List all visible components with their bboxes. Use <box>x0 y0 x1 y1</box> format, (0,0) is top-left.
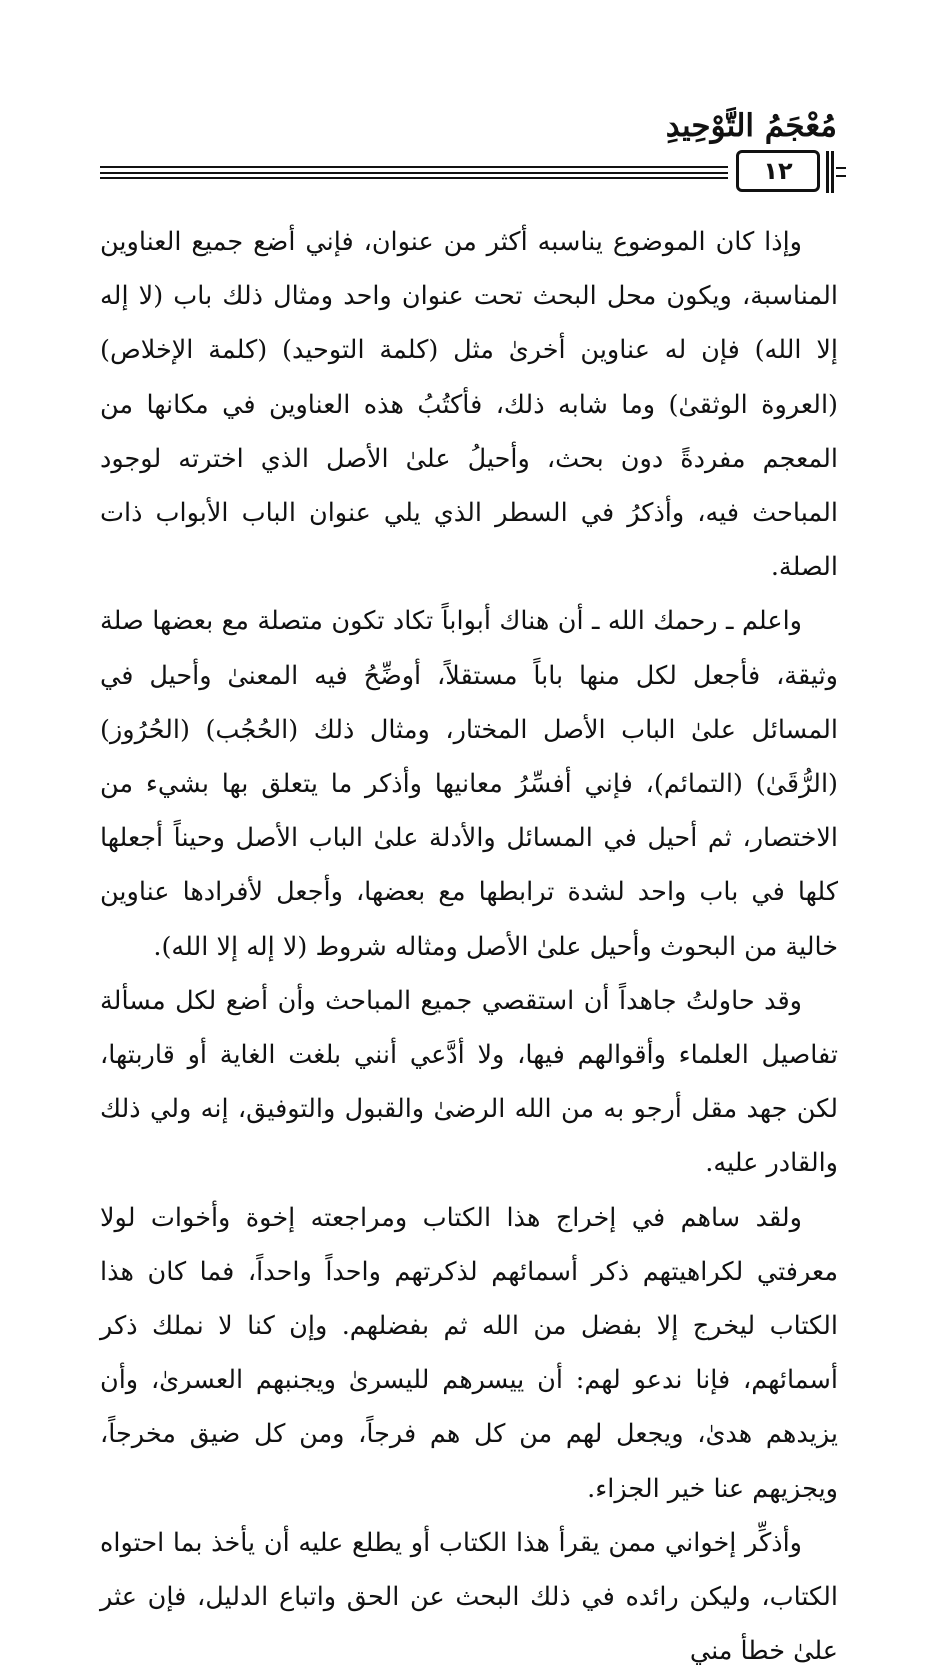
body-text <box>100 215 838 1678</box>
paragraph: وقد حاولتُ جاهداً أن استقصي جميع المباحث وأن أضع لكل مسألة تفاصيل العلماء وأقوالهم فيها، ولا أدَّعي أنني بلغت الغاية أو قاربتها، لكن جهد مقل أرجو به من الله الرضىٰ والقبول والتوفيق، إنه ولي ذلك والقادر عليه. <box>100 985 838 1179</box>
header-rule <box>100 166 728 168</box>
page-number-box <box>736 150 820 192</box>
header-edge-ornament-icon <box>822 151 846 193</box>
header-rule <box>100 172 728 174</box>
paragraph: ولقد ساهم في إخراج هذا الكتاب ومراجعته إخوة وأخوات لولا معرفتي لكراهيتهم ذكر أسمائهم لذكرتهم واحداً واحداً، فما كان هذا الكتاب ليخرج إلا بفضل من الله ثم بفضلهم. وإن كنا لا نملك ذكر أسمائهم، فإنا ندعو لهم: أن ييسرهم لليسرىٰ ويجنبهم العسرىٰ، وأن يزيدهم هدىٰ، ويجعل لهم من كل هم فرجاً، ومن كل ضيق مخرجاً، ويجزيهم عنا خير الجزاء. <box>100 1202 838 1504</box>
page-number: ١٢ <box>763 157 793 185</box>
paragraph: واعلم ـ رحمك الله ـ أن هناك أبواباً تكاد تكون متصلة مع بعضها صلة وثيقة، فأجعل لكل منها باباً مستقلاً، أوضِّحُ فيه المعنىٰ وأحيل في المسائل علىٰ الباب الأصل المختار، ومثال ذلك (الحُجُب) (الحُرُوز) (الرُّقَىٰ) (التمائم)، فإني أفسِّرُ معانيها وأذكر ما يتعلق بها بشيء من الاختصار، ثم أحيل في المسائل والأدلة علىٰ الباب الأصل وحيناً أجعلها كلها في باب واحد لشدة ترابطها مع بعضها، وأجعل لأفرادها عناوين خالية من البحوث وأحيل علىٰ الأصل ومثاله شروط (لا إله إلا الله). <box>100 606 838 962</box>
paragraph: وأذكِّر إخواني ممن يقرأ هذا الكتاب أو يطلع عليه أن يأخذ بما احتواه الكتاب، وليكن رائده في ذلك البحث عن الحق واتباع الدليل، فإن عثر علىٰ خطأ مني <box>100 1527 838 1667</box>
running-header-title: مُعْجَمُ التَّوْحِيدِ <box>665 108 837 144</box>
header-rule <box>100 177 728 179</box>
paragraph: وإذا كان الموضوع يناسبه أكثر من عنوان، فإني أضع جميع العناوين المناسبة، ويكون محل البحث تحت عنوان واحد ومثال ذلك باب (لا إله إلا الله) فإن له عناوين أخرىٰ مثل (كلمة التوحيد) (كلمة الإخلاص) (العروة الوثقىٰ) وما شابه ذلك، فأكتُبُ هذه العناوين في مكانها من المعجم مفردةً دون بحث، وأحيلُ علىٰ الأصل الذي اخترته لوجود المباحث فيه، وأذكرُ في السطر الذي يلي عنوان الباب الأبواب ذات الصلة. <box>100 227 838 583</box>
